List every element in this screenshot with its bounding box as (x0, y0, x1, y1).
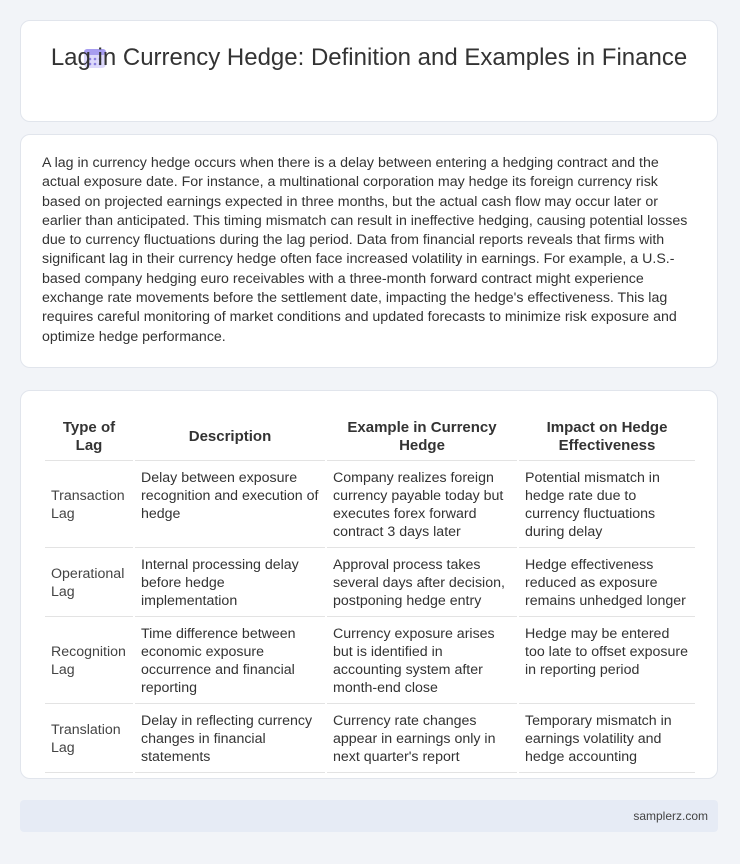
page-title: Lag in Currency Hedge: Definition and Examples in Finance (50, 44, 688, 71)
cell-description: Time difference between economic exposure occurrence and financial reporting (135, 619, 325, 704)
table-row (45, 550, 695, 617)
cell-description: Delay in reflecting currency changes in financial statements (135, 706, 325, 773)
intro-paragraph: A lag in currency hedge occurs when there is a delay between entering a hedging contract and the actual exposure date. For instance, a multinational corporation may hedge its foreign currency risk based on projected earnings expected in three months, but the actual cash flow may occur later or earlier than anticipated. This timing mismatch can result in ineffective hedging, causing potential losses due to currency fluctuations during the lag period. Data from financial reports reveals that firms with significant lag in their currency hedge often face increased volatility in earnings. For example, a U.S.-based company hedging euro receivables with a three-month forward contract might experience exchange rate movements before the settlement date, impacting the hedge's effectiveness. This lag requires careful monitoring of market conditions and updated forecasts to minimize risk exposure and optimize hedge performance. (42, 155, 688, 345)
cell-type: Recognition Lag (45, 619, 133, 704)
footer-site-link[interactable]: samplerz.com (633, 809, 708, 823)
header-type-of-lag: Type of Lag (45, 414, 133, 461)
intro-card (20, 134, 718, 368)
cell-impact: Hedge effectiveness reduced as exposure remains unhedged longer (519, 550, 695, 617)
table-header-row (45, 414, 695, 461)
table-row (45, 706, 695, 773)
cell-example: Approval process takes several days after decision, postponing hedge entry (327, 550, 517, 617)
cell-impact: Hedge may be entered too late to offset exposure in reporting period (519, 619, 695, 704)
cell-impact: Temporary mismatch in earnings volatility and hedge accounting (519, 706, 695, 773)
cell-example: Currency rate changes appear in earnings only in next quarter's report (327, 706, 517, 773)
header-impact: Impact on Hedge Effectiveness (519, 414, 695, 461)
table-card (20, 390, 718, 779)
cell-example: Currency exposure arises but is identified in accounting system after month-end close (327, 619, 517, 704)
cell-type: Translation Lag (45, 706, 133, 773)
header-card (20, 20, 718, 122)
table-row (45, 463, 695, 548)
header-example: Example in Currency Hedge (327, 414, 517, 461)
lag-types-table (43, 412, 697, 775)
cell-description: Delay between exposure recognition and execution of hedge (135, 463, 325, 548)
cell-example: Company realizes foreign currency payable today but executes forex forward contract 3 days later (327, 463, 517, 548)
header-description: Description (135, 414, 325, 461)
cell-type: Transaction Lag (45, 463, 133, 548)
cell-impact: Potential mismatch in hedge rate due to currency fluctuations during delay (519, 463, 695, 548)
cell-type: Operational Lag (45, 550, 133, 617)
footer-bar (20, 800, 718, 832)
cell-description: Internal processing delay before hedge implementation (135, 550, 325, 617)
table-row (45, 619, 695, 704)
